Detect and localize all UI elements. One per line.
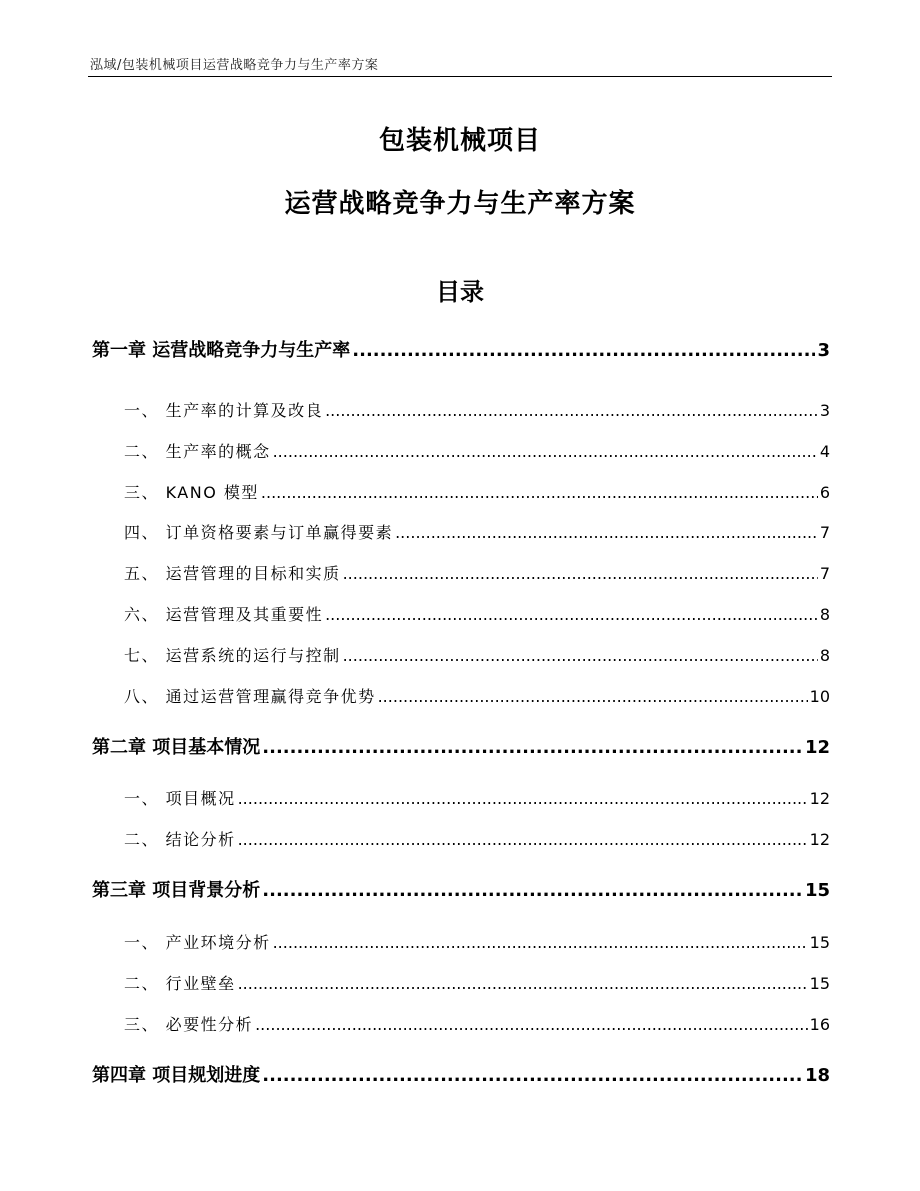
toc-entry-section[interactable] [92, 439, 830, 462]
toc-entry-page: 3 [817, 340, 830, 361]
toc-entry-label: 七、 运营系统的运行与控制 [124, 646, 341, 665]
toc-entry-chapter-3[interactable] [92, 876, 830, 902]
toc-entry-section[interactable] [92, 643, 830, 666]
toc-entry-chapter-2[interactable] [92, 733, 830, 759]
toc-entry-label: 第一章 运营战略竞争力与生产率 [92, 340, 351, 361]
toc-leader-dots [262, 880, 803, 901]
toc-entry-page: 8 [819, 646, 830, 665]
toc-entry-page: 18 [804, 1065, 830, 1086]
toc-leader-dots [255, 1015, 808, 1034]
toc-entry-section[interactable] [92, 930, 830, 953]
toc-heading: 目录 [436, 278, 484, 306]
toc-entry-label: 二、 行业壁垒 [124, 974, 236, 993]
toc-entry-label: 三、 必要性分析 [124, 1015, 254, 1034]
toc-entry-label: 一、 生产率的计算及改良 [124, 401, 324, 420]
toc-leader-dots [352, 340, 815, 361]
toc-entry-label: 三、 KANO 模型 [124, 483, 259, 502]
toc-entry-page: 8 [819, 605, 830, 624]
toc-entry-page: 7 [819, 564, 830, 583]
toc-entry-page: 12 [809, 830, 830, 849]
toc-leader-dots [343, 646, 818, 665]
toc-entry-section[interactable] [92, 827, 830, 850]
toc-entry-label: 二、 生产率的概念 [124, 442, 271, 461]
toc-leader-dots [273, 442, 818, 461]
toc-entry-label: 四、 订单资格要素与订单赢得要素 [124, 523, 394, 542]
toc-entry-chapter-1[interactable] [92, 336, 830, 362]
toc-entry-label: 一、 项目概况 [124, 789, 236, 808]
toc-entry-page: 6 [819, 483, 830, 502]
toc-entry-label: 一、 产业环境分析 [124, 933, 271, 952]
toc-leader-dots [262, 1065, 803, 1086]
running-header: 泓域/包装机械项目运营战略竞争力与生产率方案 [90, 58, 379, 73]
toc-entry-chapter-4[interactable] [92, 1061, 830, 1087]
toc-leader-dots [343, 564, 818, 583]
toc-entry-label: 六、 运营管理及其重要性 [124, 605, 324, 624]
toc-entry-section[interactable] [92, 561, 830, 584]
toc-entry-label: 八、 通过运营管理赢得竞争优势 [124, 687, 376, 706]
toc-entry-page: 15 [809, 933, 830, 952]
header-rule [88, 76, 832, 77]
toc-leader-dots [378, 687, 808, 706]
toc-entry-label: 第四章 项目规划进度 [92, 1065, 261, 1086]
toc-entry-page: 3 [819, 401, 830, 420]
toc-entry-page: 4 [819, 442, 830, 461]
toc-entry-page: 10 [809, 687, 830, 706]
toc-entry-page: 12 [809, 789, 830, 808]
toc-entry-section[interactable] [92, 398, 830, 421]
toc-entry-label: 二、 结论分析 [124, 830, 236, 849]
toc-leader-dots [238, 974, 808, 993]
toc-leader-dots [261, 483, 818, 502]
toc-entry-section[interactable] [92, 602, 830, 625]
toc-entry-page: 16 [809, 1015, 830, 1034]
toc-entry-page: 12 [804, 737, 830, 758]
toc-leader-dots [325, 401, 818, 420]
toc-entry-label: 第二章 项目基本情况 [92, 737, 261, 758]
toc-entry-section[interactable] [92, 480, 830, 503]
toc-entry-page: 7 [819, 523, 830, 542]
toc-entry-page: 15 [809, 974, 830, 993]
toc-entry-section[interactable] [92, 520, 830, 543]
toc-leader-dots [325, 605, 818, 624]
toc-entry-section[interactable] [92, 1012, 830, 1035]
toc-entry-label: 第三章 项目背景分析 [92, 880, 261, 901]
toc-leader-dots [262, 737, 803, 758]
toc-entry-page: 15 [804, 880, 830, 901]
toc-leader-dots [395, 523, 818, 542]
document-title-line-1: 包装机械项目 [378, 126, 541, 156]
toc-leader-dots [273, 933, 808, 952]
document-title-line-2: 运营战略竞争力与生产率方案 [284, 189, 636, 219]
toc-entry-section[interactable] [92, 971, 830, 994]
toc-entry-section[interactable] [92, 786, 830, 809]
toc-leader-dots [238, 789, 808, 808]
toc-entry-label: 五、 运营管理的目标和实质 [124, 564, 341, 583]
toc-entry-section[interactable] [92, 684, 830, 707]
toc-leader-dots [238, 830, 808, 849]
